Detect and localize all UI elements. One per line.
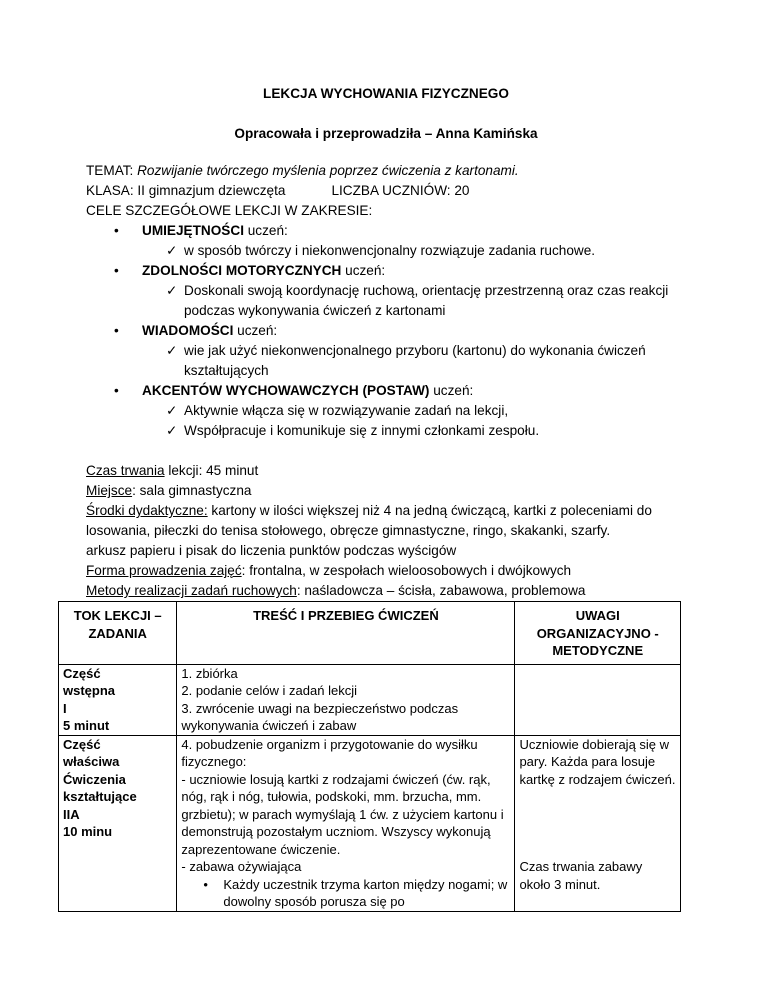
goal-motor (86, 261, 686, 281)
remarks-cell (515, 664, 681, 735)
goal-heading: WIADOMOŚCI (142, 323, 234, 338)
goal-item-text: wie jak użyć niekonwencjonalnego przyboru (kartonu) do wykonania ćwiczeń kształtujących (184, 343, 646, 378)
duration-line (86, 461, 686, 481)
header-remarks: UWAGI ORGANIZACYJNO - METODYCZNE (515, 602, 681, 665)
checkmark-icon: ✓ (166, 343, 178, 358)
table-row (59, 664, 681, 735)
form-line (86, 561, 686, 581)
content-cell: 4. pobudzenie organizm i przygotowanie do wysiłku fizycznego: - uczniowie losują kartki z rodzajami ćwiczeń (ćw. rąk, nóg, rąk i nóg, tułowia, podskoki, mm. brzucha, mm. grzbietu); w parach wymyślają 1 ćw. z użyciem kartonu i demonstrują pozostałym uczniom. Wszyscy wykonują zaprezentowane ćwiczenie. - zabawa ożywiająca • Każdy uczestnik trzyma karton między nogami; w dowolny sposób porusza się po (177, 735, 515, 911)
place-label: Miejsce (86, 483, 133, 498)
aids-value: kartony w ilości większej niż 4 na jedną ćwiczącą, kartki z poleceniami do losowania, piłeczki do tenisa stołowego, obręcze gimnastyczne, ringo, skakanki, szarfy. (86, 503, 652, 538)
bullet-icon: • (114, 223, 119, 238)
form-value: : frontalna, w zespołach wieloosobowych i dwójkowych (241, 563, 572, 578)
duration-value: lekcji: 45 minut (164, 463, 259, 478)
goal-heading: AKCENTÓW WYCHOWAWCZYCH (POSTAW) (142, 383, 430, 398)
checkmark-icon: ✓ (166, 283, 178, 298)
goal-item-text: Aktywnie włącza się w rozwiązywanie zadań na lekcji, (184, 403, 509, 418)
goal-suffix: uczeń: (433, 383, 474, 398)
checkmark-icon: ✓ (166, 403, 178, 418)
place-value: : sala gimnastyczna (132, 483, 252, 498)
header-stage: TOK LEKCJI – ZADANIA (59, 602, 177, 665)
lesson-course-table (58, 601, 681, 912)
goal-heading: UMIEJĘTNOŚCI (142, 223, 244, 238)
aids-paragraph (86, 501, 686, 541)
goal-item-text: Doskonali swoją koordynację ruchową, orientację przestrzenną oraz czas reakcji podczas wykonywania ćwiczeń z kartonami (184, 283, 669, 318)
goal-suffix: uczeń: (237, 323, 278, 338)
goal-item (86, 341, 686, 381)
goal-item (86, 241, 686, 261)
goal-item (86, 401, 686, 421)
lesson-plan-document (86, 84, 686, 601)
topic-label: TEMAT: (86, 163, 134, 178)
stage-cell: Część właściwa Ćwiczenia kształtujące IIA 10 minu (59, 735, 177, 911)
methods-value: : naśladowcza – ścisła, zabawowa, problemowa (296, 583, 586, 598)
author-line: Opracowała i przeprowadziła – Anna Kamińska (234, 126, 538, 141)
goal-item-text: w sposób twórczy i niekonwencjonalny rozwiązuje zadania ruchowe. (184, 243, 596, 258)
place-line (86, 481, 686, 501)
form-label: Forma prowadzenia zajęć (86, 563, 242, 578)
goal-item (86, 421, 686, 441)
table-header-row (59, 602, 681, 665)
goal-heading: ZDOLNOŚCI MOTORYCZNYCH (142, 263, 342, 278)
methods-label: Metody realizacji zadań ruchowych (86, 583, 297, 598)
class-line (86, 181, 686, 201)
class-label: KLASA: II gimnazjum dziewczęta (86, 183, 286, 198)
remarks-cell: Uczniowie dobierają się w pary. Każda para losuje kartkę z rodzajem ćwiczeń. Czas trwania zabawy około 3 minut. (515, 735, 681, 911)
document-title: LEKCJA WYCHOWANIA FIZYCZNEGO (263, 86, 509, 101)
goal-knowledge (86, 321, 686, 341)
header-content: TREŚĆ I PRZEBIEG ĆWICZEŃ (177, 602, 515, 665)
goal-attitudes (86, 381, 686, 401)
goal-item (86, 281, 686, 321)
checkmark-icon: ✓ (166, 243, 178, 258)
goals-heading: CELE SZCZEGÓŁOWE LEKCJI W ZAKRESIE: (86, 203, 373, 218)
aids-extra: arkusz papieru i pisak do liczenia punktów podczas wyścigów (86, 543, 457, 558)
list-item: • Każdy uczestnik trzyma karton między nogami; w dowolny sposób porusza się po (203, 876, 508, 909)
content-cell: 1. zbiórka 2. podanie celów i zadań lekcji 3. zwrócenie uwagi na bezpieczeństwo podczas wykonywania ćwiczeń i zabaw (177, 664, 515, 735)
bullet-icon: • (114, 263, 119, 278)
aids-label: Środki dydaktyczne: (86, 503, 208, 518)
goal-suffix: uczeń: (247, 223, 288, 238)
goal-suffix: uczeń: (345, 263, 386, 278)
checkmark-icon: ✓ (166, 423, 178, 438)
stage-cell: Część wstępna I 5 minut (59, 664, 177, 735)
goal-item-text: Współpracuje i komunikuje się z innymi członkami zespołu. (184, 423, 540, 438)
methods-line (86, 581, 686, 601)
topic-line (86, 161, 686, 181)
bullet-icon: • (114, 383, 119, 398)
duration-label: Czas trwania (86, 463, 165, 478)
bullet-icon: • (114, 323, 119, 338)
table-row (59, 735, 681, 911)
topic-value: Rozwijanie twórczego myślenia poprzez ćwiczenia z kartonami. (137, 163, 519, 178)
goal-skills (86, 221, 686, 241)
students-count: LICZBA UCZNIÓW: 20 (331, 183, 470, 198)
bullet-icon: • (203, 876, 208, 892)
